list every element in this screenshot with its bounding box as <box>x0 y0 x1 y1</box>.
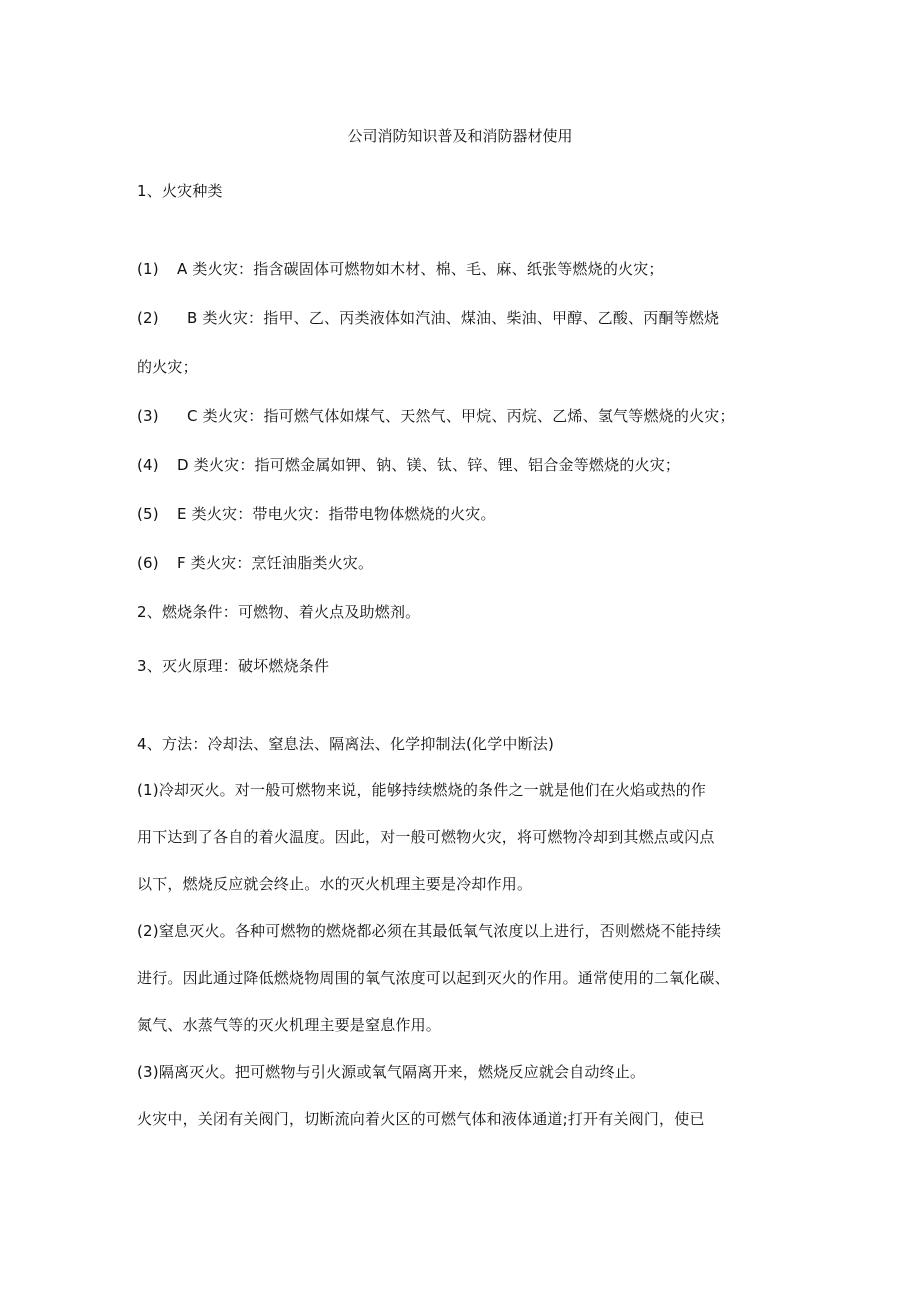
list-item-class-c <box>137 406 735 426</box>
list-item-text: D 类火灾：指可燃金属如钾、钠、镁、钛、锌、锂、铝合金等燃烧的火灾； <box>177 456 681 474</box>
list-item-class-d <box>137 455 680 475</box>
paragraph-isolation-line-1: (3)隔离灭火。把可燃物与引火源或氧气隔离开来，燃烧反应就会自动终止。 <box>137 1063 646 1081</box>
list-item-text: B 类火灾：指甲、乙、丙类液体如汽油、煤油、柴油、甲醇、乙酸、丙酮等燃烧 <box>187 309 720 327</box>
list-item-number: (6) <box>137 554 159 572</box>
list-item-number: (3) <box>137 407 159 425</box>
section-extinguishing-principle: 3、灭火原理：破坏燃烧条件 <box>137 657 330 675</box>
section-heading-methods: 4、方法：冷却法、窒息法、隔离法、化学抑制法(化学中断法) <box>137 735 555 753</box>
list-item-text: C 类火灾：指可燃气体如煤气、天然气、甲烷、丙烷、乙烯、氢气等燃烧的火灾； <box>187 407 735 425</box>
paragraph-smothering-line-3: 氮气、水蒸气等的灭火机理主要是窒息作用。 <box>137 1016 442 1034</box>
list-item-text: E 类火灾：带电火灾：指带电物体燃烧的火灾。 <box>177 505 496 523</box>
list-item-class-e <box>137 504 496 524</box>
paragraph-cooling-line-3: 以下，燃烧反应就会终止。水的灭火机理主要是冷却作用。 <box>137 875 533 893</box>
paragraph-cooling-line-2: 用下达到了各自的着火温度。因此，对一般可燃物火灾，将可燃物冷却到其燃点或闪点 <box>137 828 715 846</box>
list-item-text: A 类火灾：指含碳固体可燃物如木材、棉、毛、麻、纸张等燃烧的火灾； <box>177 260 664 278</box>
list-item-text: F 类火灾：烹饪油脂类火灾。 <box>177 554 374 572</box>
list-item-number: (1) <box>137 260 159 278</box>
page-title: 公司消防知识普及和消防器材使用 <box>347 127 573 145</box>
section-heading-fire-types: 1、火灾种类 <box>137 182 223 200</box>
paragraph-cooling-line-1: (1)冷却灭火。对一般可燃物来说，能够持续燃烧的条件之一就是他们在火焰或热的作 <box>137 781 707 799</box>
paragraph-smothering-line-1: (2)窒息灭火。各种可燃物的燃烧都必须在其最低氧气浓度以上进行，否则燃烧不能持续 <box>137 922 722 940</box>
list-item-number: (2) <box>137 309 159 327</box>
list-item-number: (4) <box>137 456 159 474</box>
list-item-class-a <box>137 259 664 279</box>
list-item-number: (5) <box>137 505 159 523</box>
section-combustion-conditions: 2、燃烧条件：可燃物、着火点及助燃剂。 <box>137 603 421 621</box>
list-item-class-b-continuation: 的火灾； <box>137 358 198 376</box>
list-item-class-f <box>137 553 373 573</box>
paragraph-isolation-line-2: 火灾中，关闭有关阀门，切断流向着火区的可燃气体和液体通道;打开有关阀门，使已 <box>137 1110 705 1128</box>
list-item-class-b <box>137 308 719 328</box>
paragraph-smothering-line-2: 进行。因此通过降低燃烧物周围的氧气浓度可以起到灭火的作用。通常使用的二氧化碳、 <box>137 969 730 987</box>
